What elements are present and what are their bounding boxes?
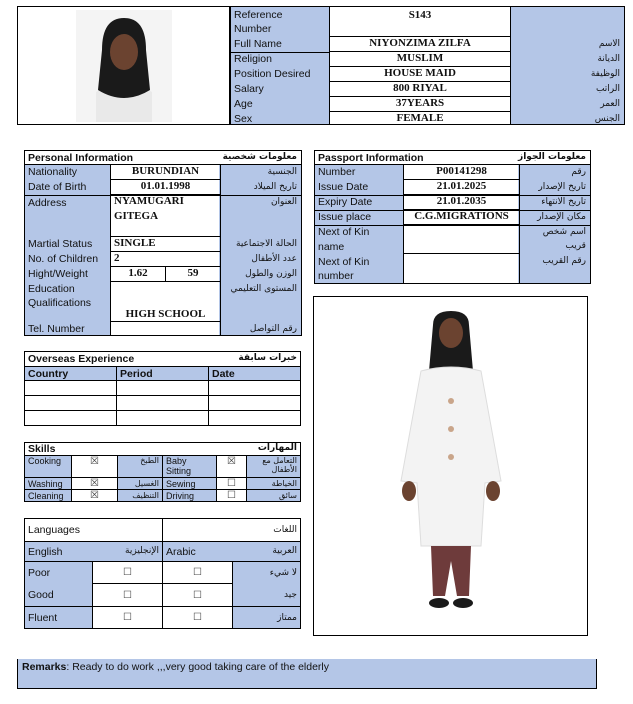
skill-babysitting-checkbox[interactable]: ☒ (217, 456, 247, 478)
children-ar: عدد الأطفال (251, 254, 297, 264)
skills-table (24, 442, 301, 502)
dob-value: 01.01.1998 (111, 180, 220, 195)
kin-name-label-2: name (318, 241, 345, 253)
full-body-photo (313, 296, 588, 636)
english-label: English (28, 545, 63, 558)
nationality-label: Nationality (28, 166, 78, 178)
english-good-checkbox[interactable]: ☐ (93, 584, 163, 607)
children-label: No. of Children (28, 253, 99, 265)
skill-babysitting-ar: التعامل مع الأطفال (247, 456, 301, 478)
skill-driving-label: Driving (163, 490, 217, 502)
skill-sewing-label: Sewing (163, 478, 217, 490)
dob-label: Date of Birth (28, 181, 87, 193)
languages-table (24, 518, 301, 629)
address-label: Address (28, 197, 67, 209)
sex-label: Sex (234, 113, 253, 125)
skill-driving-ar: سائق (247, 490, 301, 502)
remarks-label: Remarks (22, 661, 67, 673)
skills-title: Skills (28, 443, 56, 455)
skill-driving-checkbox[interactable]: ☐ (217, 490, 247, 502)
person-portrait-icon (76, 10, 172, 122)
edu-label-2: Qualifications (28, 297, 92, 309)
level-fluent: Fluent (25, 607, 93, 629)
skill-row (25, 478, 301, 490)
personal-title: Personal Information (28, 152, 134, 164)
kin-number-label-2: number (318, 270, 354, 282)
languages-section (24, 518, 301, 629)
kin-number-value (404, 254, 519, 283)
age-ar: العمر (600, 99, 620, 109)
cell (117, 411, 209, 426)
english-fluent-checkbox[interactable]: ☐ (93, 607, 163, 629)
hw-label: Hight/Weight (28, 268, 88, 280)
expiry-date-ar: تاريخ الانتهاء (541, 197, 586, 207)
overseas-title: Overseas Experience (28, 353, 135, 365)
passport-title: Passport Information (318, 152, 424, 164)
level-good-ar: جيد (233, 584, 301, 607)
overseas-section (24, 351, 301, 426)
tel-value (111, 322, 220, 336)
cell (25, 411, 117, 426)
skill-row (25, 456, 301, 478)
cell (209, 396, 301, 411)
skill-washing-checkbox[interactable]: ☒ (72, 478, 118, 490)
level-fluent-ar: ممتاز (233, 607, 301, 629)
arabic-good-checkbox[interactable]: ☐ (163, 584, 233, 607)
skill-sewing-checkbox[interactable]: ☐ (217, 478, 247, 490)
dob-ar: تاريخ الميلاد (253, 182, 297, 192)
number-ar: رقم (571, 167, 586, 177)
expiry-date-value: 21.01.2035 (404, 195, 519, 210)
english-ar: الإنجليزية (125, 545, 159, 556)
religion-ar: الديانة (597, 54, 620, 64)
kin-number-ar: رقم القريب (542, 256, 586, 266)
issue-date-label: Issue Date (318, 181, 369, 193)
skills-title-ar: المهارات (257, 443, 297, 453)
col-date: Date (209, 367, 301, 381)
person-fullbody-icon (381, 311, 521, 621)
sex-value: FEMALE (396, 112, 444, 124)
issue-place-label: Issue place (318, 211, 372, 223)
language-row (25, 584, 301, 607)
edu-ar: المستوى التعليمي (230, 284, 297, 294)
salary-ar: الراتب (595, 84, 620, 94)
col-period: Period (117, 367, 209, 381)
header-arabic (510, 6, 625, 125)
kin-name-value (404, 225, 519, 254)
position-label: Position Desired (234, 68, 311, 80)
marital-label: Martial Status (28, 238, 93, 250)
expiry-date-label: Expiry Date (318, 196, 373, 208)
languages-title-ar: اللغات (163, 519, 301, 542)
remarks-text: : Ready to do work ,,,very good taking care of the elderly (66, 661, 330, 673)
skill-cleaning-label: Cleaning (25, 490, 72, 502)
languages-title: Languages (25, 519, 163, 542)
address-ar: العنوان (270, 197, 297, 207)
address-value-2: GITEGA (111, 210, 220, 237)
ref-label-1: Reference (234, 9, 283, 21)
cell (117, 396, 209, 411)
number-label: Number (318, 166, 356, 178)
skill-cleaning-ar: التنظيف (118, 490, 163, 502)
kin-name-label-1: Next of Kin (318, 226, 370, 238)
skill-sewing-ar: الخياطة (247, 478, 301, 490)
issue-date-ar: تاريخ الإصدار (538, 182, 586, 192)
kin-name-ar-1: اسم شخص (542, 227, 586, 237)
height-value: 1.62 (111, 267, 166, 281)
tel-ar: رقم التواصل (249, 324, 297, 334)
skills-section (24, 442, 301, 502)
level-poor: Poor (25, 562, 93, 584)
english-poor-checkbox[interactable]: ☐ (93, 562, 163, 584)
fullname-label: Full Name (234, 38, 282, 50)
header-values (330, 6, 510, 125)
fullname-value: NIYONZIMA ZILFA (330, 37, 510, 52)
arabic-label: Arabic (166, 545, 196, 558)
personal-title-ar: معلومات شخصية (222, 152, 297, 162)
overseas-table (24, 351, 301, 426)
level-good: Good (25, 584, 93, 607)
skill-cleaning-checkbox[interactable]: ☒ (72, 490, 118, 502)
sex-ar: الجنس (594, 114, 620, 124)
arabic-poor-checkbox[interactable]: ☐ (163, 562, 233, 584)
personal-info-section (24, 150, 302, 336)
personal-header (25, 151, 301, 165)
issue-place-value: C.G.MIGRATIONS (404, 210, 519, 225)
reference-value: S143 (330, 7, 510, 37)
marital-value: SINGLE (111, 237, 220, 252)
remarks-box (17, 659, 597, 689)
kin-number-label-1: Next of Kin (318, 256, 370, 268)
skill-cooking-ar: الطبخ (118, 456, 163, 478)
table-row (25, 381, 301, 396)
nationality-ar: الجنسية (267, 167, 297, 177)
arabic-fluent-checkbox[interactable]: ☐ (163, 607, 233, 629)
cell (25, 381, 117, 396)
level-poor-ar: لا شيء (233, 562, 301, 584)
english-header (25, 542, 163, 562)
age-value: 37YEARS (330, 97, 510, 112)
overseas-title-ar: خبرات سابقة (238, 353, 297, 363)
skill-washing-label: Washing (25, 478, 72, 490)
arabic-header (163, 542, 301, 562)
table-row (25, 396, 301, 411)
religion-label: Religion (234, 53, 272, 65)
ref-label-2: Number (234, 23, 272, 35)
salary-label: Salary (234, 83, 264, 95)
headshot-photo (17, 6, 230, 125)
passport-header (315, 151, 590, 165)
tel-label: Tel. Number (28, 323, 85, 335)
position-value: HOUSE MAID (330, 67, 510, 82)
salary-value: 800 RIYAL (330, 82, 510, 97)
cell (25, 396, 117, 411)
address-value-1: NYAMUGARI (114, 195, 184, 207)
marital-ar: الحالة الاجتماعية (236, 239, 297, 249)
children-value: 2 (111, 252, 220, 267)
skill-babysitting-label: Baby Sitting (163, 456, 217, 478)
cell (209, 411, 301, 426)
col-country: Country (25, 367, 117, 381)
edu-label-1: Education (28, 283, 75, 295)
passport-section (314, 150, 591, 284)
cell (209, 381, 301, 396)
age-label: Age (234, 98, 253, 110)
hw-ar: الوزن والطول (245, 269, 297, 279)
weight-value: 59 (187, 267, 199, 279)
issue-date-value: 21.01.2025 (404, 180, 519, 195)
skill-row (25, 490, 301, 502)
cell (117, 381, 209, 396)
kin-name-ar-2: قريب (565, 241, 586, 251)
education-value: HIGH SCHOOL (111, 282, 220, 322)
skill-cooking-checkbox[interactable]: ☒ (72, 456, 118, 478)
religion-value: MUSLIM (330, 52, 510, 67)
issue-place-ar: مكان الإصدار (537, 212, 586, 222)
position-ar: الوظيفة (590, 69, 620, 79)
fullname-ar: الاسم (598, 39, 620, 49)
skill-cooking-label: Cooking (25, 456, 72, 478)
language-row (25, 562, 301, 584)
nationality-value: BURUNDIAN (111, 165, 220, 180)
passport-title-ar: معلومات الجواز (518, 152, 586, 162)
table-row (25, 411, 301, 426)
skill-washing-ar: الغسيل (118, 478, 163, 490)
header-labels (230, 6, 330, 125)
passport-number-value: P00141298 (404, 165, 519, 180)
arabic-ar: العربية (272, 545, 297, 556)
language-row (25, 607, 301, 629)
